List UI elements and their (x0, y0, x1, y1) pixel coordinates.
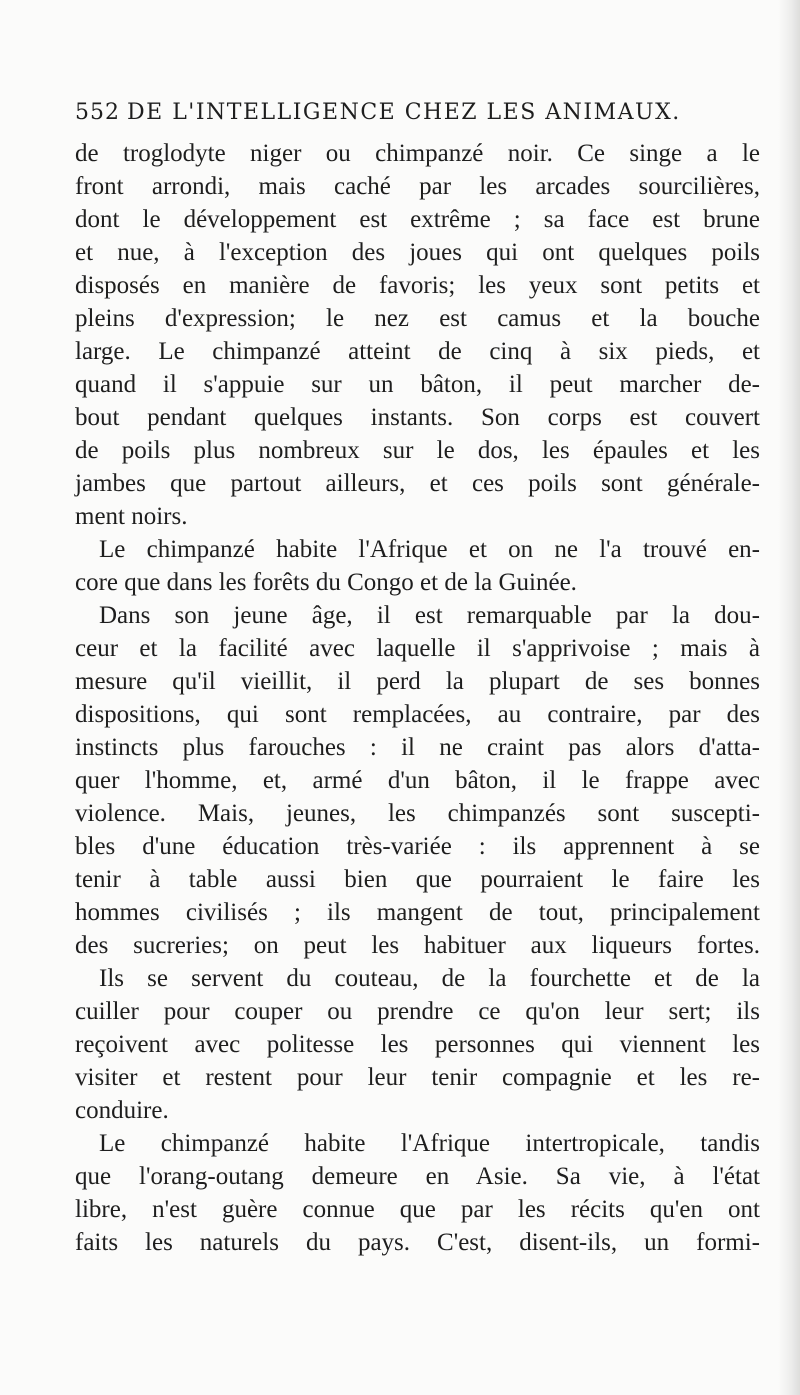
text-line: bles d'une éducation très-variée : ils apprennent à se (75, 833, 760, 860)
text-line: quer l'homme, et, armé d'un bâton, il le frappe avec (75, 767, 760, 794)
text-line: tenir à table aussi bien que pourraient le faire les (75, 866, 760, 893)
text-line: Le chimpanzé habite l'Afrique et on ne l'a trouvé en- (99, 536, 760, 563)
text-line: bout pendant quelques instants. Son corps est couvert (75, 404, 760, 431)
text-line: Ils se servent du couteau, de la fourchette et de la (99, 965, 760, 992)
text-line: core que dans les forêts du Congo et de la Guinée. (75, 569, 577, 596)
page-edge-shadow (778, 0, 800, 1395)
page-number: 552 (75, 100, 120, 125)
text-line: cuiller pour couper ou prendre ce qu'on leur sert; ils (75, 998, 760, 1025)
text-line: visiter et restent pour leur tenir compagnie et les re- (75, 1064, 760, 1091)
text-line: dont le développement est extrême ; sa face est brune (75, 206, 760, 233)
body-text (75, 137, 760, 1259)
text-line: instincts plus farouches : il ne craint pas alors d'atta- (75, 734, 760, 761)
text-line: Le chimpanzé habite l'Afrique intertropicale, tandis (99, 1130, 760, 1157)
text-line: de poils plus nombreux sur le dos, les épaules et les (75, 437, 760, 464)
text-line: et nue, à l'exception des joues qui ont quelques poils (75, 239, 760, 266)
text-line: jambes que partout ailleurs, et ces poils sont générale- (75, 470, 760, 497)
text-line: que l'orang-outang demeure en Asie. Sa vie, à l'état (75, 1163, 760, 1190)
text-line: pleins d'expression; le nez est camus et la bouche (75, 305, 760, 332)
text-line: ceur et la facilité avec laquelle il s'apprivoise ; mais à (75, 635, 760, 662)
text-line: de troglodyte niger ou chimpanzé noir. Ce singe a le (75, 140, 760, 167)
text-line: reçoivent avec politesse les personnes qui viennent les (75, 1031, 760, 1058)
text-line: large. Le chimpanzé atteint de cinq à six pieds, et (75, 338, 760, 365)
text-line: mesure qu'il vieillit, il perd la plupart de ses bonnes (75, 668, 760, 695)
text-line: dispositions, qui sont remplacées, au contraire, par des (75, 701, 760, 728)
text-line: libre, n'est guère connue que par les récits qu'en ont (75, 1196, 760, 1223)
text-line: quand il s'appuie sur un bâton, il peut marcher de- (75, 371, 760, 398)
text-line: des sucreries; on peut les habituer aux liqueurs fortes. (75, 932, 760, 959)
text-line: faits les naturels du pays. C'est, disent-ils, un formi- (75, 1229, 760, 1256)
text-line: Dans son jeune âge, il est remarquable par la dou- (99, 602, 760, 629)
text-line: hommes civilisés ; ils mangent de tout, principalement (75, 899, 760, 926)
text-line: violence. Mais, jeunes, les chimpanzés sont suscepti- (75, 800, 760, 827)
text-line: disposés en manière de favoris; les yeux sont petits et (75, 272, 760, 299)
page-header (75, 100, 715, 136)
running-title: DE L'INTELLIGENCE CHEZ LES ANIMAUX. (127, 100, 681, 125)
text-line: conduire. (75, 1097, 169, 1124)
text-line: front arrondi, mais caché par les arcades sourcilières, (75, 173, 760, 200)
text-line: ment noirs. (75, 503, 188, 530)
